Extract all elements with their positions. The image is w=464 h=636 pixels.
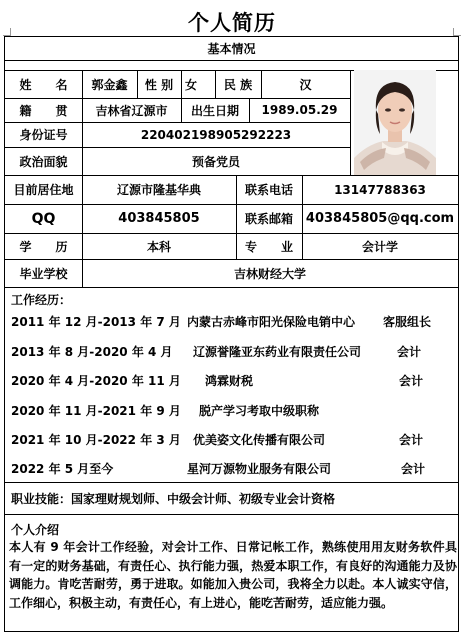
experience-company: 鸿霖财税	[205, 374, 254, 388]
label-id: 身份证号	[19, 128, 68, 142]
rule	[5, 60, 458, 61]
label-school: 毕业学校	[19, 266, 68, 281]
experience-period: 2011 年 12 月-2013 年 7 月	[11, 315, 181, 329]
rule	[5, 482, 458, 483]
value-phone: 13147788363	[334, 182, 426, 197]
label-qq: QQ	[31, 210, 56, 227]
experience-company: 脱产学习考取中级职称	[199, 404, 320, 418]
experience-item	[11, 460, 451, 478]
value-id: 220402198905292223	[140, 127, 292, 142]
value-origin: 吉林省辽源市	[95, 103, 168, 118]
experience-role: 会计	[399, 433, 424, 447]
value-major: 会计学	[361, 239, 398, 254]
experience-role: 会计	[397, 345, 422, 359]
experience-role: 会计	[399, 374, 424, 388]
profile-photo	[354, 70, 436, 175]
basic-section-header: 基本情况	[207, 42, 256, 56]
label-major: 专 业	[244, 239, 293, 254]
experience-role: 会计	[401, 462, 426, 476]
label-education: 学 历	[19, 239, 68, 254]
value-school: 吉林财经大学	[233, 266, 306, 281]
value-gender: 女	[185, 77, 198, 92]
portrait-image	[354, 70, 436, 175]
experience-company: 星河万源物业服务有限公司	[187, 462, 332, 476]
label-name: 姓 名	[19, 77, 68, 92]
rule	[5, 514, 458, 515]
value-education: 本科	[146, 239, 171, 254]
experience-period: 2020 年 11 月-2021 年 9 月	[11, 404, 181, 418]
experience-item	[11, 402, 451, 420]
value-ethnicity: 汉	[299, 77, 312, 92]
value-name: 郭金鑫	[91, 77, 128, 92]
experience-company: 辽源誉隆亚东药业有限责任公司	[193, 345, 362, 359]
experience-item	[11, 343, 451, 361]
experience-period: 2020 年 4 月-2020 年 11 月	[11, 374, 181, 388]
resume-table	[4, 36, 459, 632]
label-ethnicity: 民 族	[223, 77, 253, 92]
experience-company: 内蒙古赤峰市阳光保险电销中心	[187, 315, 356, 329]
label-email: 联系邮箱	[244, 212, 293, 226]
label-political: 政治面貌	[19, 154, 68, 169]
experience-period: 2022 年 5 月至今	[11, 462, 114, 476]
label-phone: 联系电话	[244, 183, 293, 197]
intro-title: 个人介绍	[11, 523, 60, 537]
experience-role: 客服组长	[383, 315, 432, 329]
value-political: 预备党员	[191, 154, 240, 169]
experience-period: 2013 年 8 月-2020 年 4 月	[11, 345, 173, 359]
document-title: 个人简历	[188, 10, 276, 35]
label-birth: 出生日期	[190, 103, 239, 118]
intro-text: 本人有 9 年会计工作经验，对会计工作、日常记帐工作，熟练使用用友财务软件具有一定的财务基础，有责任心、执行能力强，热爱本职工作，有良好的沟通能力及协调能力。肯吃苦耐劳，勇于进取。如能加入贵公司，我将全力以赴。本人诚实守信，工作细心，积极主动，有责任心，有上进心，能吃苦耐劳，适应能力强。	[9, 540, 457, 610]
experience-period: 2021 年 10 月-2022 年 3 月	[11, 433, 181, 447]
corner-mark-left	[3, 28, 11, 36]
label-origin: 籍 贯	[19, 103, 68, 118]
value-qq: 403845805	[118, 211, 200, 226]
experience-company: 优美姿文化传播有限公司	[193, 433, 326, 447]
rule	[350, 70, 351, 175]
experience-item	[11, 372, 451, 390]
corner-mark-right	[453, 28, 461, 36]
rule	[5, 287, 458, 288]
value-residence: 辽源市隆基华典	[116, 183, 201, 197]
experience-item	[11, 431, 451, 449]
label-residence: 目前居住地	[13, 183, 74, 197]
label-gender: 性 别	[144, 77, 174, 92]
value-birth: 1989.05.29	[261, 103, 338, 117]
professional-skills: 职业技能：国家理财规划师、中级会计师、初级专业会计资格	[11, 492, 336, 506]
experience-item	[11, 313, 451, 331]
experience-title: 工作经历：	[11, 293, 72, 307]
value-email: 403845805@qq.com	[305, 211, 455, 226]
